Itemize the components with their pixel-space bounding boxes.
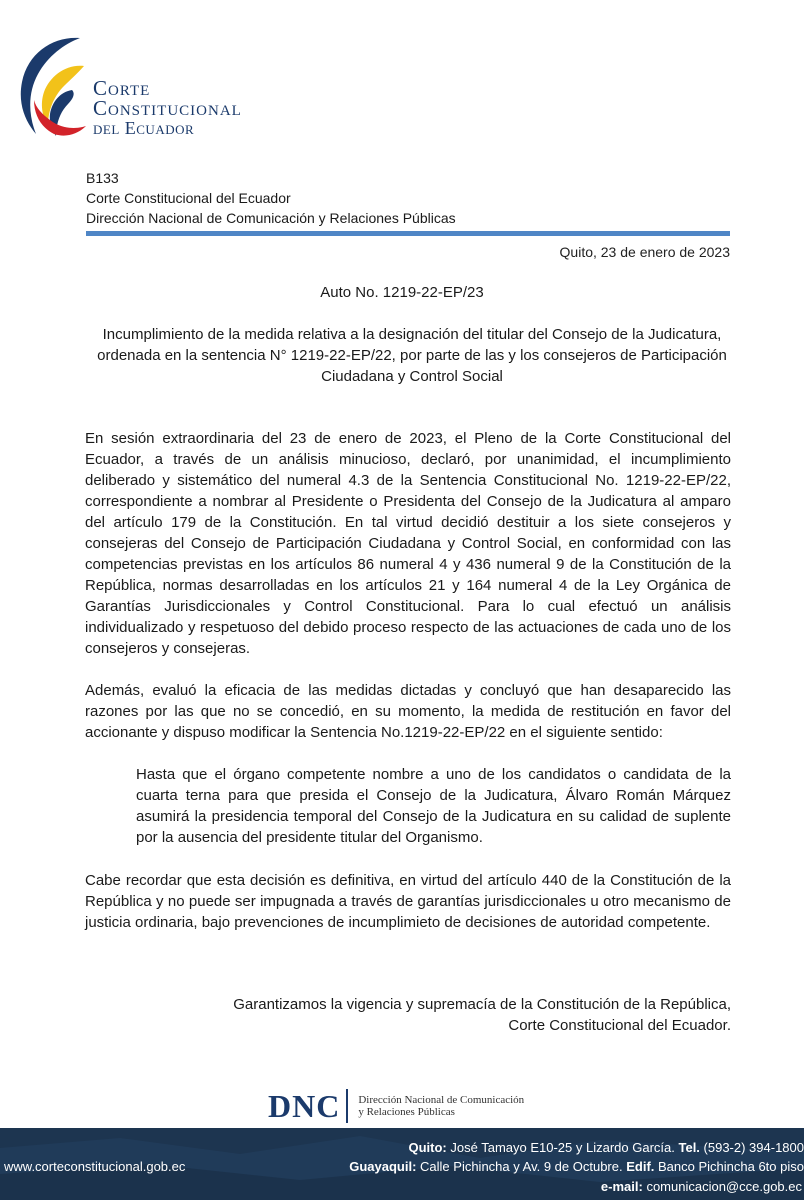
quito-address <box>409 1140 804 1155</box>
guayaquil-label: Guayaquil: <box>349 1159 417 1174</box>
quito-address-text: José Tamayo E10-25 y Lizardo García. <box>446 1140 679 1155</box>
email-contact <box>601 1179 802 1194</box>
edif-label: Edif. <box>626 1159 655 1174</box>
website-link[interactable]: www.corteconstitucional.gob.ec <box>4 1159 186 1174</box>
department-name: Dirección Nacional de Comunicación y Relaciones Públicas <box>86 210 456 226</box>
reference-code: B133 <box>86 170 119 186</box>
body-paragraph-1: En sesión extraordinaria del 23 de enero de 2023, el Pleno de la Corte Constitucional del Ecuador, a través de un análisis minucioso, declaró, por unanimidad, el incumplimiento deliberado y sistemático del numeral 4.3 de la Sentencia Constitucional No. 1219-22-EP/22, correspondiente a nombrar al Presidente o Presidenta del Consejo de la Judicatura al amparo del artículo 179 de la Constitución. En tal virtud decidió destituir a los siete consejeros y consejeras del Consejo de Participación Ciudadana y Control Social, en conformidad con las competencias previstas en los artículos 86 numeral 4 y 436 numeral 9 de la Constitución de la República, normas desarrolladas en los artículos 21 y 164 numeral 4 de la Ley Orgánica de Garantías Jurisdiccionales y Control Constitucional. Para lo cual efectuó un análisis individualizado y respetuoso del debido proceso respecto de las actuaciones de cada uno de los consejeros y consejeras. <box>85 430 731 657</box>
email-value[interactable]: comunicacion@cce.gob.ec <box>642 1179 802 1194</box>
closing-signature <box>233 994 731 1036</box>
email-label: e-mail: <box>600 1179 643 1194</box>
document-date: Quito, 23 de enero de 2023 <box>559 244 730 260</box>
auto-number-title: Auto No. 1219-22-EP/23 <box>320 284 484 301</box>
dnc-acronym: DNC <box>268 1087 341 1124</box>
closing-line-1: Garantizamos la vigencia y supremacía de la Constitución de la República, <box>233 996 731 1013</box>
tel-label: Tel. <box>678 1140 700 1155</box>
org-name-line2: Constitucional <box>93 96 242 120</box>
dnc-line-1: Dirección Nacional de Comunicación <box>358 1094 525 1106</box>
org-name-line1: Corte <box>93 76 151 100</box>
guayaquil-address-text: Calle Pichincha y Av. 9 de Octubre. <box>416 1159 627 1174</box>
sender-block <box>86 168 456 228</box>
block-quote: Hasta que el órgano competente nombre a uno de los candidatos o candidata de la cuarta terna para que presida el Consejo de la Judicatura, Álvaro Román Márquez asumirá la presidencia temporal del Consejo de la Judicatura en su calidad de suplente por la ausencia del presidente titular del Organismo. <box>136 766 731 846</box>
body-paragraph-2: Además, evaluó la eficacia de las medidas dictadas y concluyó que han desaparecido las razones por las que no se concedió, en su momento, la medida de restitución en favor del accionante y dispuso modificar la Sentencia No.1219-22-EP/22 en el siguiente sentido: <box>85 682 731 741</box>
organization-name <box>93 78 242 138</box>
dnc-logo <box>268 1088 524 1124</box>
closing-line-2: Corte Constitucional del Ecuador. <box>508 1017 731 1034</box>
dnc-full-name <box>358 1094 524 1118</box>
header-divider <box>86 231 730 236</box>
body-paragraph-3: Cabe recordar que esta decisión es definitiva, en virtud del artículo 440 de la Constitución de la República y no puede ser impugnada a través de garantías jurisdiccionales u otro mecanismo de justicia ordinaria, bajo prevenciones de incumplimieto de decisiones de autoridad competente. <box>85 872 731 931</box>
edif-value: Banco Pichincha 6to piso <box>654 1159 804 1174</box>
dnc-divider <box>346 1089 348 1123</box>
dnc-line-2: y Relaciones Públicas <box>358 1106 455 1118</box>
institution-name: Corte Constitucional del Ecuador <box>86 190 291 206</box>
org-name-line3: del Ecuador <box>93 118 195 138</box>
document-subject: Incumplimiento de la medida relativa a la designación del titular del Consejo de la Judicatura, ordenada en la sentencia N° 1219-22-EP/22, por parte de las y los consejeros de Participación Ciudadana y Control Social <box>97 326 727 385</box>
court-logo-emblem <box>14 30 94 140</box>
page-footer <box>0 1128 804 1200</box>
guayaquil-address <box>349 1159 804 1174</box>
quito-label: Quito: <box>408 1140 447 1155</box>
tel-value: (593-2) 394-1800 <box>699 1140 804 1155</box>
